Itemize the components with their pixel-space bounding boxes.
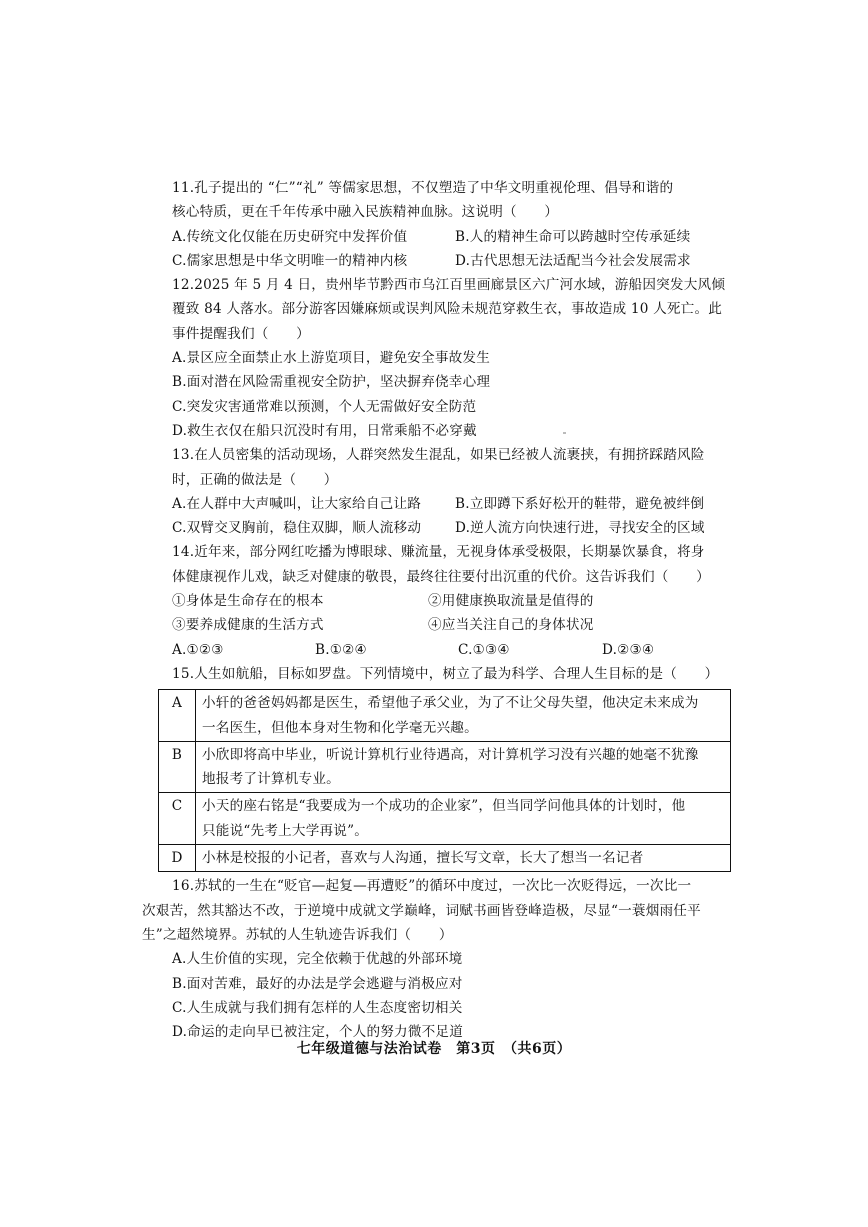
question-stem-line: 事件提醒我们（ ） xyxy=(172,325,310,342)
statement-4: ④应当关注自己的身体状况 xyxy=(428,617,594,634)
question-stem-line: 16.苏轼的一生在“贬官—起复—再遭贬”的循环中度过，一次比一次贬得远，一次比一 xyxy=(172,878,692,895)
statement-1: ①身体是生命存在的根本 xyxy=(172,593,324,610)
option-a: A.在人群中大声喊叫，让大家给自己让路 xyxy=(172,495,422,512)
option-a: A.①②③ xyxy=(172,641,224,658)
option-a: A.人生价值的实现，完全依赖于优越的外部环境 xyxy=(172,951,463,968)
exam-content xyxy=(142,176,732,1044)
option-text xyxy=(196,845,731,872)
option-key: C xyxy=(159,793,196,845)
statement-3: ③要养成健康的生活方式 xyxy=(172,617,324,634)
option-text xyxy=(196,793,731,845)
option-a: A.景区应全面禁止水上游览项目，避免安全事故发生 xyxy=(172,350,490,367)
statement-row xyxy=(172,589,732,613)
option-row xyxy=(172,249,732,273)
statement-2: ②用健康换取流量是值得的 xyxy=(428,593,594,610)
option-text-line: 小轩的爸爸妈妈都是医生，希望他子承父业，为了不让父母失望，他决定未来成为 xyxy=(202,695,699,712)
option-key: D xyxy=(159,845,196,872)
question-15 xyxy=(172,662,732,872)
option-text-line: 小天的座右铭是“我要成为一个成功的企业家”，但当同学问他具体的计划时，他 xyxy=(202,798,686,815)
option-row xyxy=(172,516,732,540)
option-text-line: 只能说“先考上大学再说”。 xyxy=(202,822,369,839)
option-text-line: 地报考了计算机专业。 xyxy=(202,771,340,788)
option-b: B.①②④ xyxy=(315,641,367,658)
statement-row xyxy=(172,613,732,637)
question-stem-line: 15.人生如航船，目标如罗盘。下列情境中，树立了最为科学、合理人生目标的是（ ） xyxy=(172,665,719,682)
option-d: D.古代思想无法适配当今社会发展需求 xyxy=(455,252,691,269)
question-stem-line: 核心特质，更在千年传承中融入民族精神血脉。这说明（ ） xyxy=(172,204,559,221)
question-stem-line: 次艰苦，然其豁达不改，于逆境中成就文学巅峰，词赋书画皆登峰造极，尽显“一蓑烟雨任平 xyxy=(142,902,701,919)
question-11 xyxy=(172,176,732,273)
table-row xyxy=(159,793,731,845)
option-d: D.逆人流方向快速行进，寻找安全的区域 xyxy=(455,520,705,537)
table-row xyxy=(159,690,731,742)
option-b: B.立即蹲下系好松开的鞋带，避免被绊倒 xyxy=(455,495,705,512)
question-16 xyxy=(142,874,732,1044)
option-key: A xyxy=(159,690,196,742)
question-stem-line: 生”之超然境界。苏轼的人生轨迹告诉我们（ ） xyxy=(142,926,453,943)
option-text-line: 一名医生，但他本身对生物和化学毫无兴趣。 xyxy=(202,719,478,736)
option-row xyxy=(172,492,732,516)
option-c: C.双臂交叉胸前，稳住双脚，顺人流移动 xyxy=(172,520,422,537)
option-text xyxy=(196,690,731,742)
option-b: B.面对苦难，最好的办法是学会逃避与消极应对 xyxy=(172,975,463,992)
option-b: B.面对潜在风险需重视安全防护，坚决摒弃侥幸心理 xyxy=(172,374,491,391)
question-stem-line: 12.2025 年 5 月 4 日，贵州毕节黔西市乌江百里画廊景区六广河水域，游船因突发大风倾 xyxy=(172,277,726,294)
question-13 xyxy=(172,443,732,540)
option-row xyxy=(172,225,732,249)
option-d: D.救生衣仅在船只沉没时有用，日常乘船不必穿戴 xyxy=(172,422,477,439)
question-stem-line: 时，正确的做法是（ ） xyxy=(172,471,338,488)
question-14 xyxy=(172,540,732,661)
option-key: B xyxy=(159,741,196,793)
question-stem-line: 13.在人员密集的活动现场，人群突然发生混乱，如果已经被人流裹挟，有拥挤踩踏风险 xyxy=(172,447,705,464)
options-table xyxy=(158,689,731,872)
option-c: C.儒家思想是中华文明唯一的精神内核 xyxy=(172,252,408,269)
option-a: A.传统文化仅能在历史研究中发挥价值 xyxy=(172,228,408,245)
option-d: D.②③④ xyxy=(602,641,655,658)
question-stem-line: 覆致 84 人落水。部分游客因嫌麻烦或误判风险未规范穿救生衣，事故造成 10 人死亡。此 xyxy=(172,301,723,318)
option-c: C.人生成就与我们拥有怎样的人生态度密切相关 xyxy=(172,999,463,1016)
option-text xyxy=(196,741,731,793)
page-footer: 七年级道德与法治试卷 第3页 （共6页） xyxy=(296,1041,572,1057)
question-stem-line: 11.孔子提出的 “仁”“礼” 等儒家思想，不仅塑造了中华文明重视伦理、倡导和谐的 xyxy=(172,180,674,196)
option-d: D.命运的走向早已被注定，个人的努力微不足道 xyxy=(172,1024,464,1041)
question-stem-line: 体健康视作儿戏，缺乏对健康的敬畏，最终往往要付出沉重的代价。这告诉我们（ ） xyxy=(172,568,710,585)
option-text-line: 小欣即将高中毕业，听说计算机行业待遇高，对计算机学习没有兴趣的她毫不犹豫 xyxy=(202,746,699,763)
option-b: B.人的精神生命可以跨越时空传承延续 xyxy=(455,228,691,245)
question-stem-line: 14.近年来，部分网红吃播为博眼球、赚流量，无视身体承受极限，长期暴饮暴食，将身 xyxy=(172,544,705,561)
question-12 xyxy=(172,273,732,443)
table-row xyxy=(159,741,731,793)
table-row xyxy=(159,845,731,872)
option-c: C.突发灾害通常难以预测，个人无需做好安全防范 xyxy=(172,398,477,415)
option-row xyxy=(172,638,732,662)
option-text-line: 小林是校报的小记者，喜欢与人沟通，擅长写文章，长大了想当一名记者 xyxy=(202,850,644,867)
option-c: C.①③④ xyxy=(458,641,510,658)
